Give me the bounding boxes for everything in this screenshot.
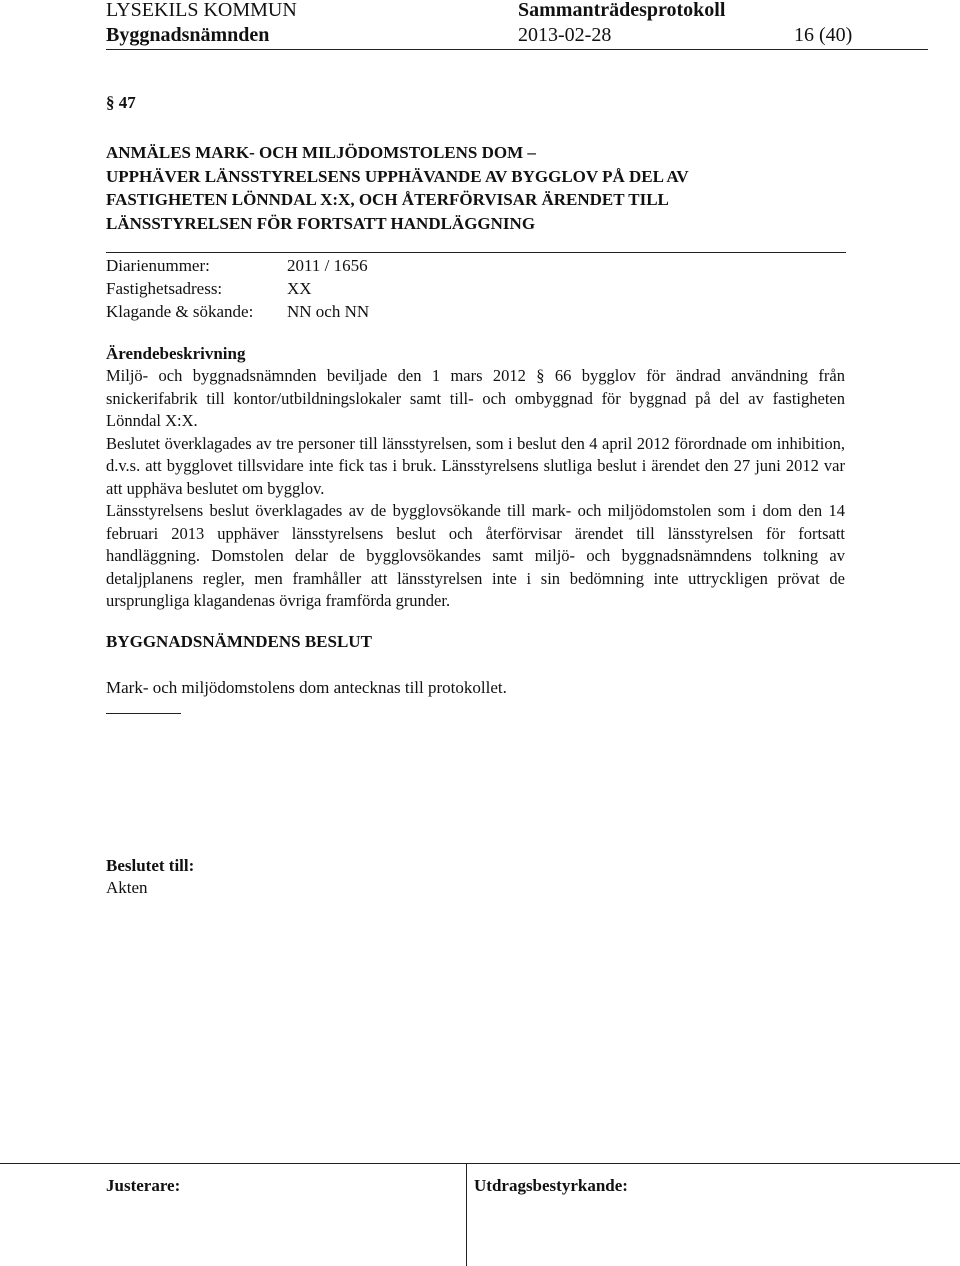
decision-divider — [106, 713, 181, 714]
title-line: LÄNSSTYRELSEN FÖR FORTSATT HANDLÄGGNING — [106, 213, 536, 233]
title-line: ANMÄLES MARK- OCH MILJÖDOMSTOLENS DOM – — [106, 143, 536, 162]
document-type: Sammanträdesprotokoll — [518, 0, 726, 21]
board-name: Byggnadsnämnden — [106, 24, 270, 46]
paragraph: Beslutet överklagades av tre personer till länsstyrelsen, som i beslut den 4 april 2012 förordnade om inhibition, d.v.s. att bygglovet tillsvidare inte fick tas i bruk. Länsstyrelsens slutliga beslut i ärendet den 27 juni 2012 var att upphäva beslutet om bygglov. — [106, 433, 845, 498]
fact-value: XX — [287, 279, 312, 298]
paragraph: Miljö- och byggnadsnämnden beviljade den 1 mars 2012 § 66 bygglov för ändrad användning från snickerifabrik till kontor/utbildningslokaler samt till- och ombyggnad för byggnad på del av fastigheten Lönndal X:X. — [106, 366, 845, 430]
page-number: 16 (40) — [794, 24, 853, 46]
decision-text: Mark- och miljödomstolens dom antecknas till protokollet. — [106, 678, 507, 697]
header-divider — [106, 49, 928, 50]
footer-column-divider — [466, 1163, 467, 1266]
fact-value: NN och NN — [287, 302, 370, 321]
case-description-heading: Ärendebeskrivning — [106, 344, 246, 363]
section-number: § 47 — [106, 93, 136, 112]
fact-label: Fastighetsadress: — [106, 279, 223, 298]
header-row-2 — [106, 22, 886, 48]
title-line: FASTIGHETEN LÖNNDAL X:X, OCH ÅTERFÖRVISAR ÄRENDET TILL — [106, 190, 669, 209]
fact-label: Diarienummer: — [106, 256, 210, 275]
decision-heading: BYGGNADSNÄMNDENS BESLUT — [106, 632, 372, 651]
paragraph: Länsstyrelsens beslut överklagades av de bygglovsökande till mark- och miljödomstolen som i dom den 14 februari 2013 upphäver länsstyrelsens beslut och återförvisar ärendet till länsstyrelsen för fortsatt handläggning. Domstolen delar de bygglovsökandes samt miljö- och byggnadsnämndens tolkning av detaljplanens regler, men framhåller att länsstyrelsen inte i sin bedömning inte uttryckligen prövat de ursprungliga klagandenas övriga framförda grunder. — [106, 501, 845, 610]
header-row-1 — [106, 0, 886, 22]
title-divider — [106, 252, 846, 253]
meeting-date: 2013-02-28 — [518, 24, 612, 46]
footer-divider — [0, 1163, 960, 1164]
case-description-body — [106, 365, 845, 613]
municipality-name: LYSEKILS KOMMUN — [106, 0, 297, 21]
extract-verification-label: Utdragsbestyrkande: — [474, 1176, 628, 1195]
sent-to-value: Akten — [106, 878, 148, 897]
fact-value: 2011 / 1656 — [287, 256, 368, 275]
sent-to-label: Beslutet till: — [106, 856, 195, 875]
fact-label: Klagande & sökande: — [106, 302, 254, 321]
adjuster-label: Justerare: — [106, 1176, 181, 1195]
title-line: UPPHÄVER LÄNSSTYRELSENS UPPHÄVANDE AV BYGGLOV PÅ DEL AV — [106, 166, 689, 186]
section-title — [106, 141, 866, 235]
